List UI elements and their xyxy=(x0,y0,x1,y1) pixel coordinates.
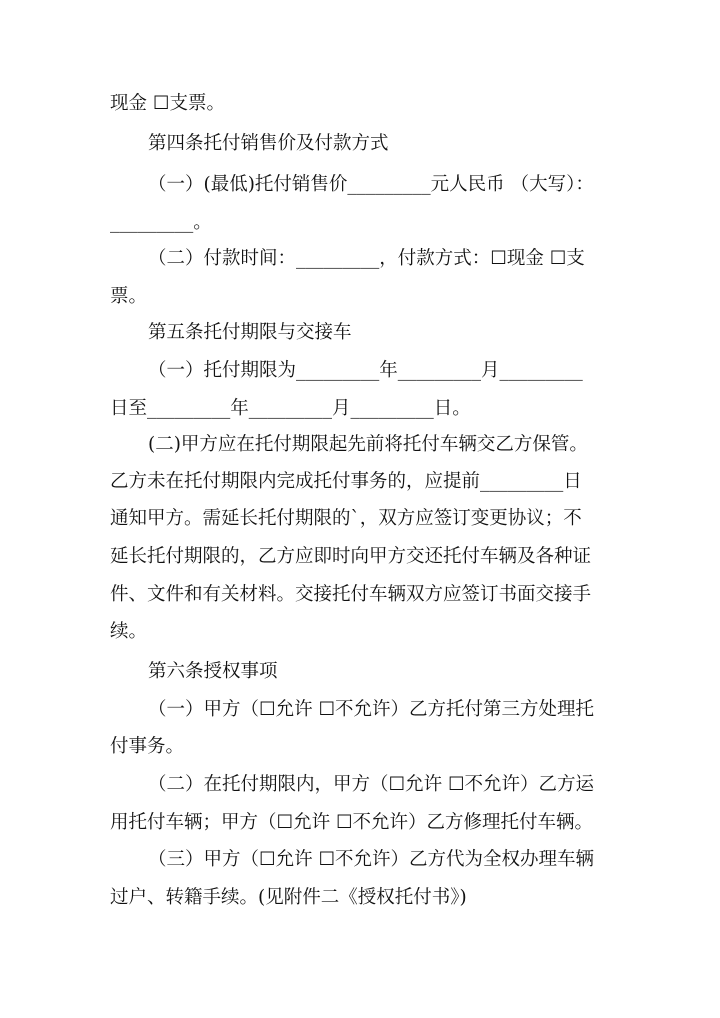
text-line: 乙方未在托付期限内完成托付事务的，应提前_________日 xyxy=(110,471,582,492)
text-line: （一）(最低)托付销售价_________元人民币 （大写）： xyxy=(148,174,594,195)
text-line: 通知甲方。需延长托付期限的`，双方应签订变更协议；不 xyxy=(110,508,582,529)
text-line: _________。 xyxy=(110,212,212,233)
text-line: 用托付车辆；甲方（☐允许 ☐不允许）乙方修理托付车辆。 xyxy=(110,812,594,833)
text-line: 件、文件和有关材料。交接托付车辆双方应签订书面交接手 xyxy=(110,584,592,605)
text-line: 付事务。 xyxy=(110,736,185,757)
section-heading: 第六条授权事项 xyxy=(148,661,278,682)
text-line: （二）付款时间：_________，付款方式：☐现金 ☐支 xyxy=(148,248,585,269)
text-line: 过户、转籍手续。(见附件二《授权托付书》) xyxy=(110,887,467,908)
text-line: 现金 ☐支票。 xyxy=(110,93,225,114)
text-line: （一）甲方（☐允许 ☐不允许）乙方托付第三方处理托 xyxy=(148,699,595,720)
section-heading: 第四条托付销售价及付款方式 xyxy=(148,133,389,154)
text-line: （三）甲方（☐允许 ☐不允许）乙方代为全权办理车辆 xyxy=(148,849,595,870)
text-line: 票。 xyxy=(110,286,148,307)
text-line: 续。 xyxy=(110,621,148,642)
text-line: (二)甲方应在托付期限起先前将托付车辆交乙方保管。 xyxy=(148,434,588,455)
text-line: （二）在托付期限内，甲方（☐允许 ☐不允许）乙方运 xyxy=(148,774,595,795)
text-line: 延长托付期限的，乙方应即时向甲方交还托付车辆及各种证 xyxy=(110,546,592,567)
text-line: 日至_________年_________月_________日。 xyxy=(110,398,471,419)
text-line: （一）托付期限为_________年_________月_________ xyxy=(148,360,583,381)
section-heading: 第五条托付期限与交接车 xyxy=(148,322,352,343)
